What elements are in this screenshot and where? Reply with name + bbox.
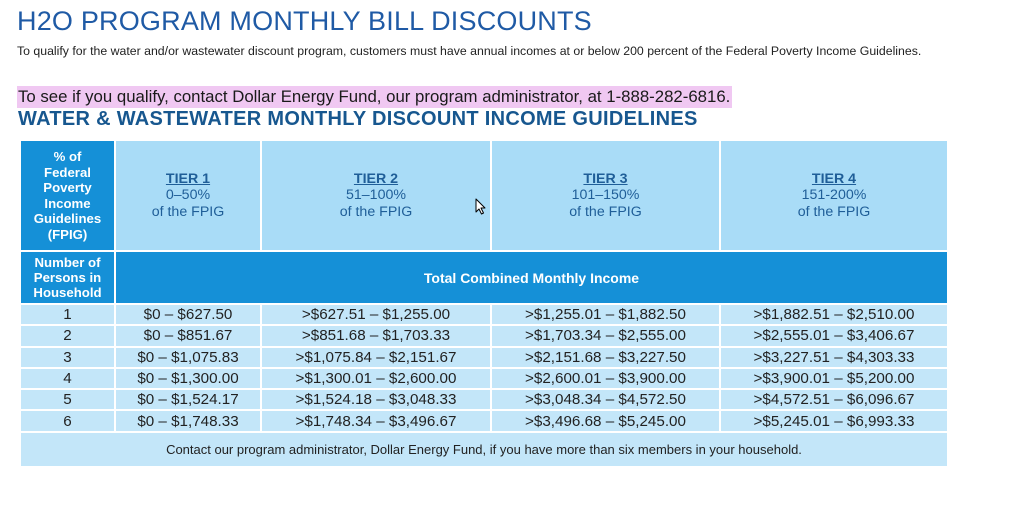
persons-header-line: Persons in	[33, 270, 102, 285]
tier-2-cell: >$1,524.18 – $3,048.33	[261, 389, 491, 410]
persons-header-cell	[20, 251, 115, 304]
footer-row	[20, 432, 948, 467]
persons-header-line: Number of	[34, 255, 101, 270]
tier-1-cell: $0 – $1,300.00	[115, 368, 261, 389]
tier-3-cell: >$1,255.01 – $1,882.50	[491, 304, 720, 325]
tier-3-cell: >$1,703.34 – $2,555.00	[491, 325, 720, 346]
table-row	[20, 368, 948, 389]
tier-4-cell: >$2,555.01 – $3,406.67	[720, 325, 948, 346]
fpig-header-line: Guidelines	[33, 211, 102, 226]
tier-name: TIER 1	[165, 170, 211, 187]
fpig-header-line: Federal	[44, 164, 91, 180]
tier-note: of the FPIG	[569, 203, 642, 220]
fpig-header-line: Poverty	[43, 180, 92, 195]
tier-4-cell: >$3,227.51 – $4,303.33	[720, 347, 948, 368]
eligibility-description: To qualify for the water and/or wastewater discount program, customers must have annual incomes at or below 200 percent of the Federal Poverty Income Guidelines.	[17, 44, 922, 58]
tier-1-header	[115, 140, 261, 251]
tier-2-cell: >$851.68 – $1,703.33	[261, 325, 491, 346]
table-row	[20, 389, 948, 410]
tier-3-cell: >$3,496.68 – $5,245.00	[491, 410, 720, 431]
tier-4-header	[720, 140, 948, 251]
tier-note: of the FPIG	[151, 203, 225, 220]
persons-header-line: Household	[33, 285, 102, 300]
table-heading: WATER & WASTEWATER MONTHLY DISCOUNT INCOME GUIDELINES	[18, 108, 698, 130]
tier-note: of the FPIG	[339, 203, 413, 220]
tier-range: 151-200%	[801, 187, 867, 204]
tier-2-cell: >$627.51 – $1,255.00	[261, 304, 491, 325]
tier-1-cell: $0 – $627.50	[115, 304, 261, 325]
fpig-header-line: Income	[44, 195, 91, 211]
total-income-header: Total Combined Monthly Income	[115, 251, 948, 304]
tier-4-cell: >$5,245.01 – $6,993.33	[720, 410, 948, 431]
page-title: H2O PROGRAM MONTHLY BILL DISCOUNTS	[17, 6, 592, 36]
tier-4-cell: >$4,572.51 – $6,096.67	[720, 389, 948, 410]
tier-2-cell: >$1,748.34 – $3,496.67	[261, 410, 491, 431]
tier-3-cell: >$2,600.01 – $3,900.00	[491, 368, 720, 389]
persons-header-row	[20, 251, 948, 304]
table-footer-note: Contact our program administrator, Dollar Energy Fund, if you have more than six members in your household.	[20, 432, 948, 467]
tier-name: TIER 2	[353, 170, 399, 187]
persons-cell: 1	[20, 304, 115, 325]
tier-name: TIER 3	[583, 170, 628, 187]
persons-cell: 5	[20, 389, 115, 410]
tier-2-header	[261, 140, 491, 251]
fpig-header-cell	[20, 140, 115, 251]
table-row	[20, 347, 948, 368]
tier-range: 0–50%	[165, 187, 211, 204]
tier-3-cell: >$2,151.68 – $3,227.50	[491, 347, 720, 368]
tier-header-row	[20, 140, 948, 251]
mouse-pointer-icon	[475, 198, 486, 215]
income-guidelines-table	[19, 139, 949, 468]
persons-cell: 3	[20, 347, 115, 368]
tier-1-cell: $0 – $1,748.33	[115, 410, 261, 431]
persons-cell: 2	[20, 325, 115, 346]
table-row	[20, 304, 948, 325]
tier-note: of the FPIG	[797, 203, 871, 220]
persons-cell: 6	[20, 410, 115, 431]
tier-4-cell: >$1,882.51 – $2,510.00	[720, 304, 948, 325]
tier-1-cell: $0 – $851.67	[115, 325, 261, 346]
fpig-header-line: % of	[53, 149, 82, 164]
table-row	[20, 325, 948, 346]
tier-1-cell: $0 – $1,075.83	[115, 347, 261, 368]
contact-highlight: To see if you qualify, contact Dollar Energy Fund, our program administrator, at 1-888-282-6816.	[18, 87, 731, 106]
tier-3-header	[491, 140, 720, 251]
tier-name: TIER 4	[811, 170, 857, 187]
tier-range: 51–100%	[346, 187, 406, 204]
tier-range: 101–150%	[571, 187, 640, 204]
tier-2-cell: >$1,075.84 – $2,151.67	[261, 347, 491, 368]
tier-1-cell: $0 – $1,524.17	[115, 389, 261, 410]
tier-4-cell: >$3,900.01 – $5,200.00	[720, 368, 948, 389]
persons-cell: 4	[20, 368, 115, 389]
fpig-header-line: (FPIG)	[47, 226, 88, 242]
tier-3-cell: >$3,048.34 – $4,572.50	[491, 389, 720, 410]
table-row	[20, 410, 948, 431]
tier-2-cell: >$1,300.01 – $2,600.00	[261, 368, 491, 389]
